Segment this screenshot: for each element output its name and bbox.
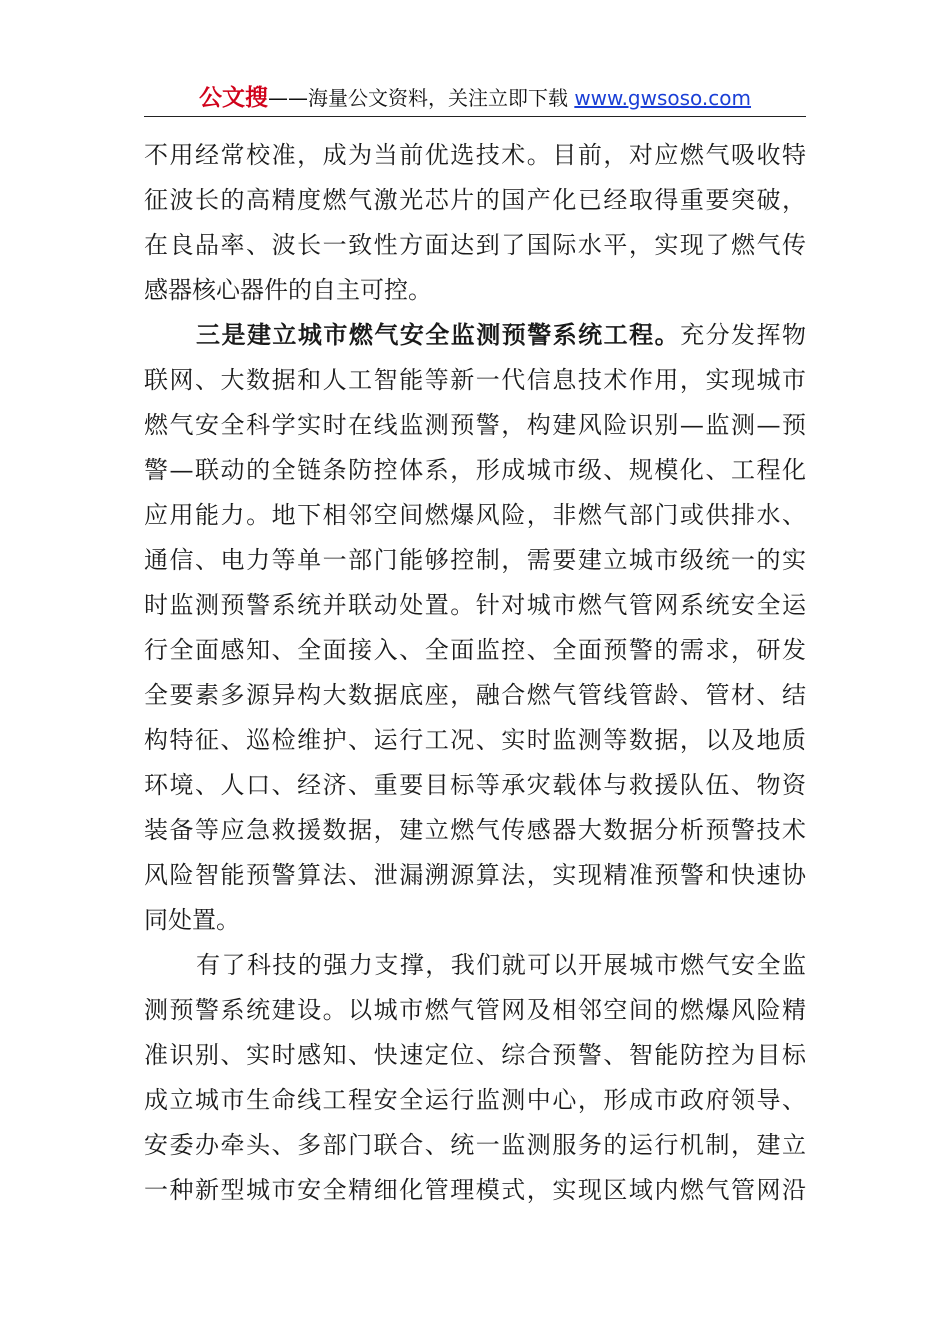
heading-line-rest: 充分发挥物 (680, 321, 807, 349)
text-line: 一种新型城市安全精细化管理模式，实现区域内燃气管网沿 (144, 1176, 806, 1204)
header-divider (144, 116, 806, 117)
text-line: 测预警系统建设。以城市燃气管网及相邻空间的燃爆风险精 (144, 996, 806, 1024)
text-line: 行全面感知、全面接入、全面监控、全面预警的需求，研发 (144, 636, 806, 664)
text-line: 装备等应急救援数据，建立燃气传感器大数据分析预警技术 (144, 816, 806, 844)
page-header (144, 82, 806, 114)
text-line: 安委办牵头、多部门联合、统一监测服务的运行机制，建立 (144, 1131, 806, 1159)
website-link[interactable]: www.gwsoso.com (574, 86, 752, 110)
section-heading: 三是建立城市燃气安全监测预警系统工程。 (196, 321, 681, 349)
text-line: 警—联动的全链条防控体系，形成城市级、规模化、工程化 (144, 456, 806, 484)
text-line: 不用经常校准，成为当前优选技术。目前，对应燃气吸收特 (144, 141, 806, 169)
text-line: 风险智能预警算法、泄漏溯源算法，实现精准预警和快速协 (144, 861, 806, 889)
brand-logo-text: 公文搜 (198, 85, 268, 111)
text-line: 准识别、实时感知、快速定位、综合预警、智能防控为目标 (144, 1041, 806, 1069)
text-line: 在良品率、波长一致性方面达到了国际水平，实现了燃气传 (144, 231, 806, 259)
text-line: 感器核心器件的自主可控。 (144, 276, 432, 304)
header-tagline: ——海量公文资料，关注立即下载 (267, 86, 575, 110)
text-line: 联网、大数据和人工智能等新一代信息技术作用，实现城市 (144, 366, 806, 394)
text-line: 环境、人口、经济、重要目标等承灾载体与救援队伍、物资 (144, 771, 806, 799)
text-line: 成立城市生命线工程安全运行监测中心，形成市政府领导、 (144, 1086, 806, 1114)
text-line: 征波长的高精度燃气激光芯片的国产化已经取得重要突破， (144, 186, 806, 214)
text-line: 通信、电力等单一部门能够控制，需要建立城市级统一的实 (144, 546, 806, 574)
text-line: 燃气安全科学实时在线监测预警，构建风险识别—监测—预 (144, 411, 806, 439)
text-line: 应用能力。地下相邻空间燃爆风险，非燃气部门或供排水、 (144, 501, 806, 529)
text-line: 有了科技的强力支撑，我们就可以开展城市燃气安全监 (196, 951, 806, 979)
text-line: 全要素多源异构大数据底座，融合燃气管线管龄、管材、结 (144, 681, 806, 709)
text-line: 构特征、巡检维护、运行工况、实时监测等数据，以及地质 (144, 726, 806, 754)
text-line: 同处置。 (144, 906, 240, 934)
text-line: 时监测预警系统并联动处置。针对城市燃气管网系统安全运 (144, 591, 806, 619)
section-heading-line (144, 313, 806, 358)
document-body (144, 133, 806, 1213)
